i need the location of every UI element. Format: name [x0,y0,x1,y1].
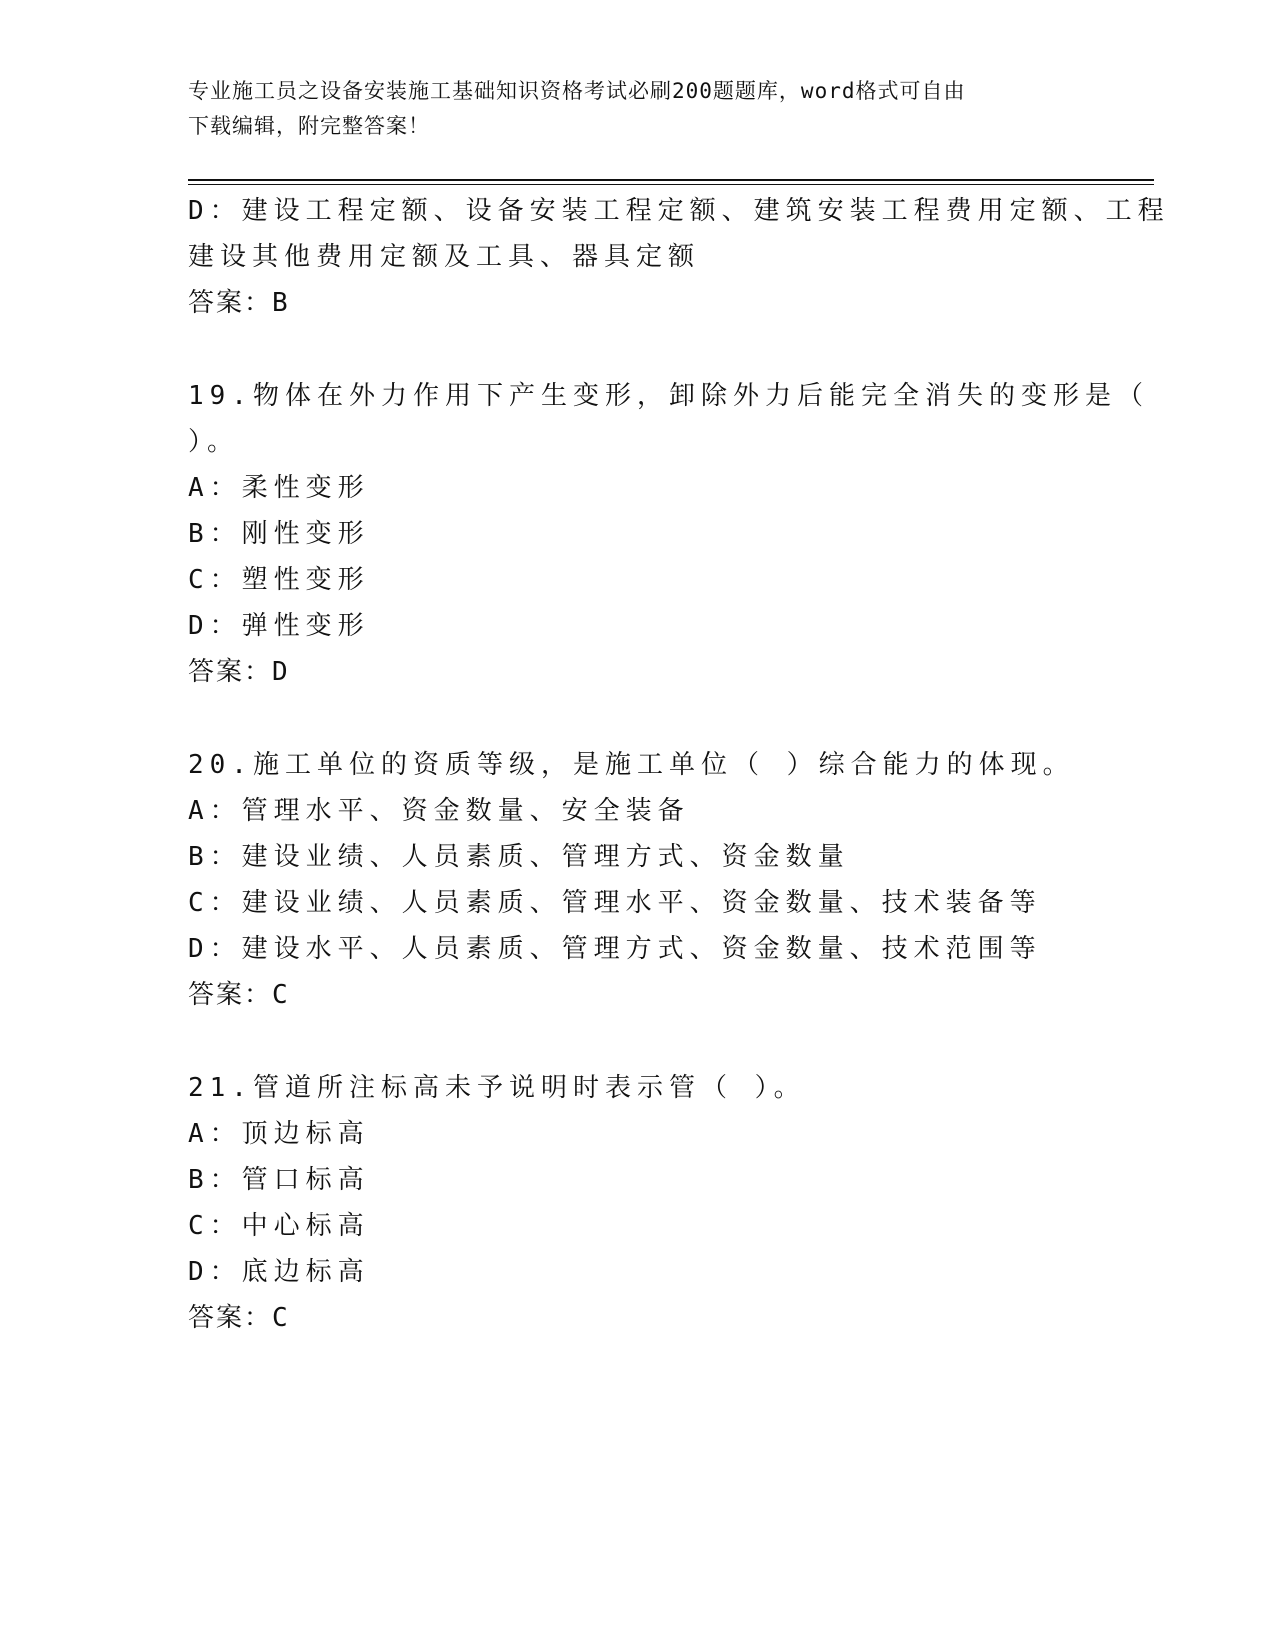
q20-option-d: D：建设水平、人员素质、管理方式、资金数量、技术范围等 [188,934,1042,964]
q20-option-c: C：建设业绩、人员素质、管理水平、资金数量、技术装备等 [188,888,1042,918]
spacer [188,326,1108,373]
question-19 [188,373,1149,695]
question-18-tail [188,188,1170,326]
q19-stem-line-1: 19.物体在外力作用下产生变形，卸除外力后能完全消失的变形是（ [188,381,1149,411]
q18-answer: 答案：B [188,288,290,318]
q19-option-a: A：柔性变形 [188,473,370,503]
q20-stem: 20.施工单位的资质等级，是施工单位（ ）综合能力的体现。 [188,750,1075,780]
q19-option-c: C：塑性变形 [188,565,370,595]
q20-option-a: A：管理水平、资金数量、安全装备 [188,796,690,826]
q18-option-d-line-1: D：建设工程定额、设备安装工程定额、建筑安装工程费用定额、工程 [188,196,1170,226]
q20-answer: 答案：C [188,980,290,1010]
q21-stem: 21.管道所注标高未予说明时表示管（ ）。 [188,1073,806,1103]
header-rule-thin [188,184,1154,185]
q19-answer: 答案：D [188,657,290,687]
document-body [188,188,1170,1341]
q19-stem-line-2: ）。 [188,427,240,457]
q19-option-d: D：弹性变形 [188,611,370,641]
q21-option-b: B：管口标高 [188,1165,370,1195]
spacer [188,1018,1108,1065]
question-20 [188,742,1108,1018]
spacer [188,695,1108,742]
header-rule-thick [188,179,1154,181]
q21-option-c: C：中心标高 [188,1211,370,1241]
document-header [188,74,1088,144]
header-line-1: 专业施工员之设备安装施工基础知识资格考试必刷200题题库，word格式可自由 [188,79,966,103]
q21-option-a: A：顶边标高 [188,1119,370,1149]
q18-option-d-line-2: 建设其他费用定额及工具、器具定额 [188,242,701,272]
q21-answer: 答案：C [188,1303,290,1333]
header-line-2: 下载编辑，附完整答案！ [188,114,430,138]
q21-option-d: D：底边标高 [188,1257,370,1287]
q19-option-b: B：刚性变形 [188,519,370,549]
question-21 [188,1065,1108,1341]
q20-option-b: B：建设业绩、人员素质、管理方式、资金数量 [188,842,850,872]
